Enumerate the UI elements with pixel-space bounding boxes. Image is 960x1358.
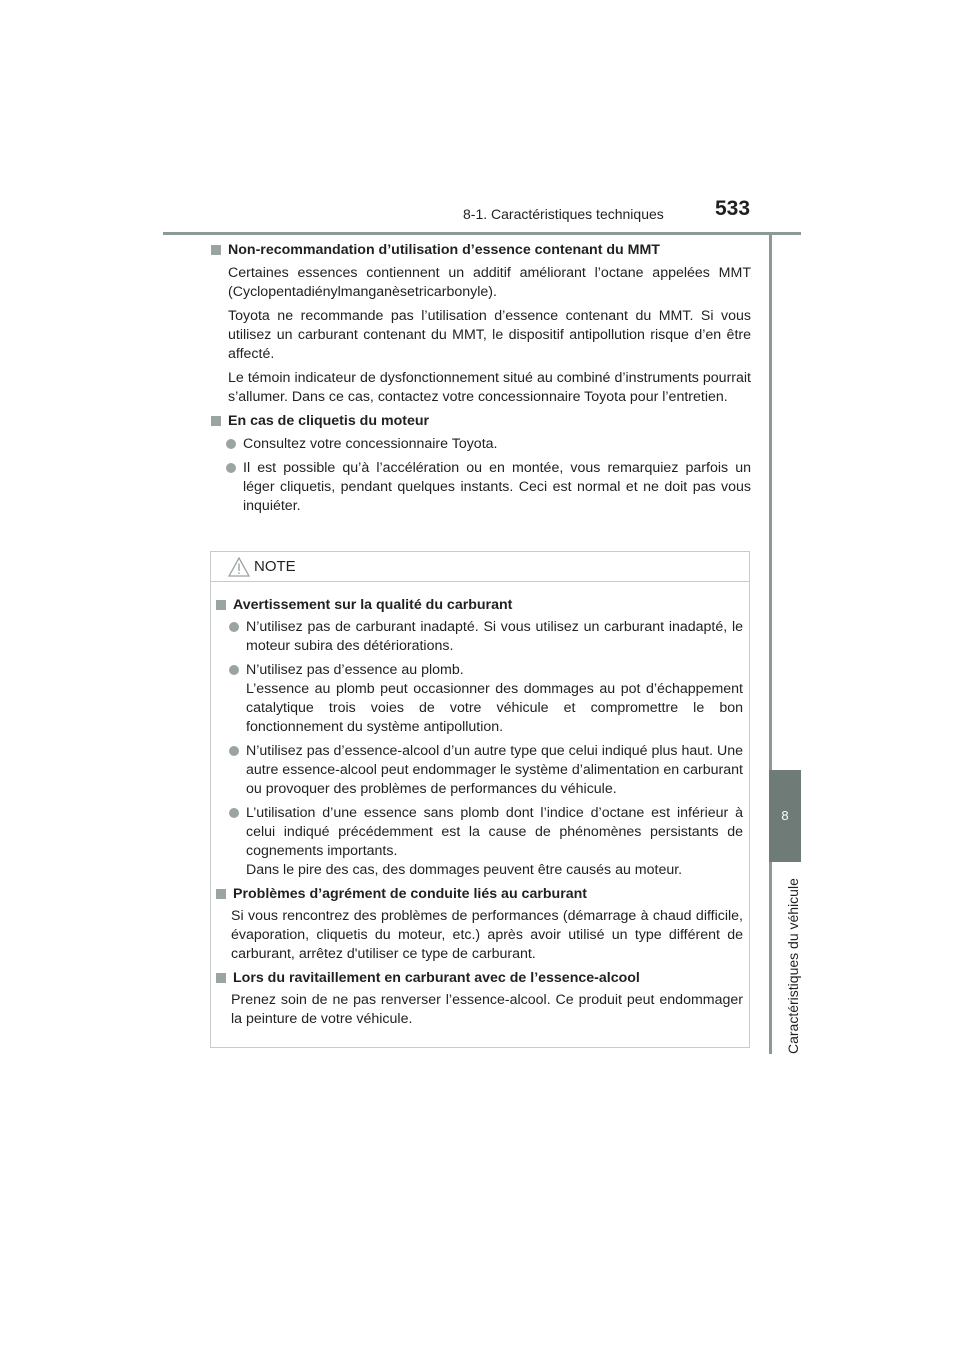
note-header xyxy=(211,552,749,582)
circle-bullet-icon xyxy=(229,665,239,675)
square-bullet-icon xyxy=(216,600,226,610)
paragraph: Le témoin indicateur de dysfonctionnement situé au combiné d’instruments pourrait s’allumer. Dans ce cas, contactez votre concessionnaire Toyota pour l’entretien. xyxy=(228,370,751,405)
header-rule xyxy=(163,232,801,235)
circle-bullet-icon xyxy=(226,463,236,473)
page-number: 533 xyxy=(715,197,751,220)
square-bullet-icon xyxy=(211,416,221,426)
paragraph: Prenez soin de ne pas renverser l’essence-alcool. Ce produit peut endommager la peinture de votre véhicule. xyxy=(231,992,743,1027)
note-box xyxy=(210,551,750,1048)
note-heading: Lors du ravitaillement en carburant avec de l’essence-alcool xyxy=(216,969,743,988)
paragraph: Toyota ne recommande pas l’utilisation d’essence contenant du MMT. Si vous utilisez un carburant contenant du MMT, le dispositif antipollution risque d’en être affecté. xyxy=(228,308,751,362)
paragraph: Si vous rencontrez des problèmes de performances (démarrage à chaud difficile, évaporation, cliquetis du moteur, etc.) après avoir utilisé un type différent de carburant, arrêtez d'utiliser ce type de carburant. xyxy=(231,908,743,962)
circle-bullet-icon xyxy=(229,746,239,756)
warning-triangle-icon xyxy=(228,557,250,577)
list-item: N’utilisez pas d’essence au plomb. L’essence au plomb peut occasionner des dommages au pot d’échappement catalytique trois voies de votre véhicule et compromettre le bon fonctionnement du système antipollution. xyxy=(216,661,743,737)
main-content xyxy=(211,241,751,521)
square-bullet-icon xyxy=(211,245,221,255)
list-item: N’utilisez pas d’essence-alcool d’un autre type que celui indiqué plus haut. Une autre essence-alcool peut endommager le système d’alimentation en carburant ou provoquer des problèmes de performances du véhicule. xyxy=(216,742,743,799)
note-body xyxy=(211,582,749,1029)
list-item: Consultez votre concessionnaire Toyota. xyxy=(211,435,751,454)
note-label: NOTE xyxy=(254,558,296,575)
circle-bullet-icon xyxy=(229,622,239,632)
section-heading: Non-recommandation d’utilisation d’essence contenant du MMT xyxy=(211,241,751,260)
side-rule xyxy=(769,234,772,1054)
list-item: N’utilisez pas de carburant inadapté. Si vous utilisez un carburant inadapté, le moteur subira des détériorations. xyxy=(216,618,743,656)
section-title: 8-1. Caractéristiques techniques xyxy=(463,206,664,222)
paragraph: Certaines essences contiennent un additif améliorant l’octane appelées MMT (Cyclopentadiénylmanganèsetricarbonyle). xyxy=(228,265,751,300)
square-bullet-icon xyxy=(216,973,226,983)
section-heading: En cas de cliquetis du moteur xyxy=(211,412,751,431)
list-item: L’utilisation d’une essence sans plomb dont l’indice d’octane est inférieur à celui indiqué précédemment est la cause de phénomènes persistants de cognements importants. Dans le pire des cas, des dommages peuvent être causés au moteur. xyxy=(216,804,743,880)
chapter-tab: 8 xyxy=(769,770,801,862)
note-heading: Problèmes d’agrément de conduite liés au carburant xyxy=(216,885,743,904)
note-heading: Avertissement sur la qualité du carburant xyxy=(216,596,743,615)
chapter-title: Caractéristiques du véhicule xyxy=(785,878,801,1054)
circle-bullet-icon xyxy=(229,808,239,818)
square-bullet-icon xyxy=(216,889,226,899)
list-item: Il est possible qu’à l’accélération ou en montée, vous remarquiez parfois un léger cliquetis, pendant quelques instants. Ceci est normal et ne doit pas vous inquiéter. xyxy=(211,459,751,516)
circle-bullet-icon xyxy=(226,439,236,449)
